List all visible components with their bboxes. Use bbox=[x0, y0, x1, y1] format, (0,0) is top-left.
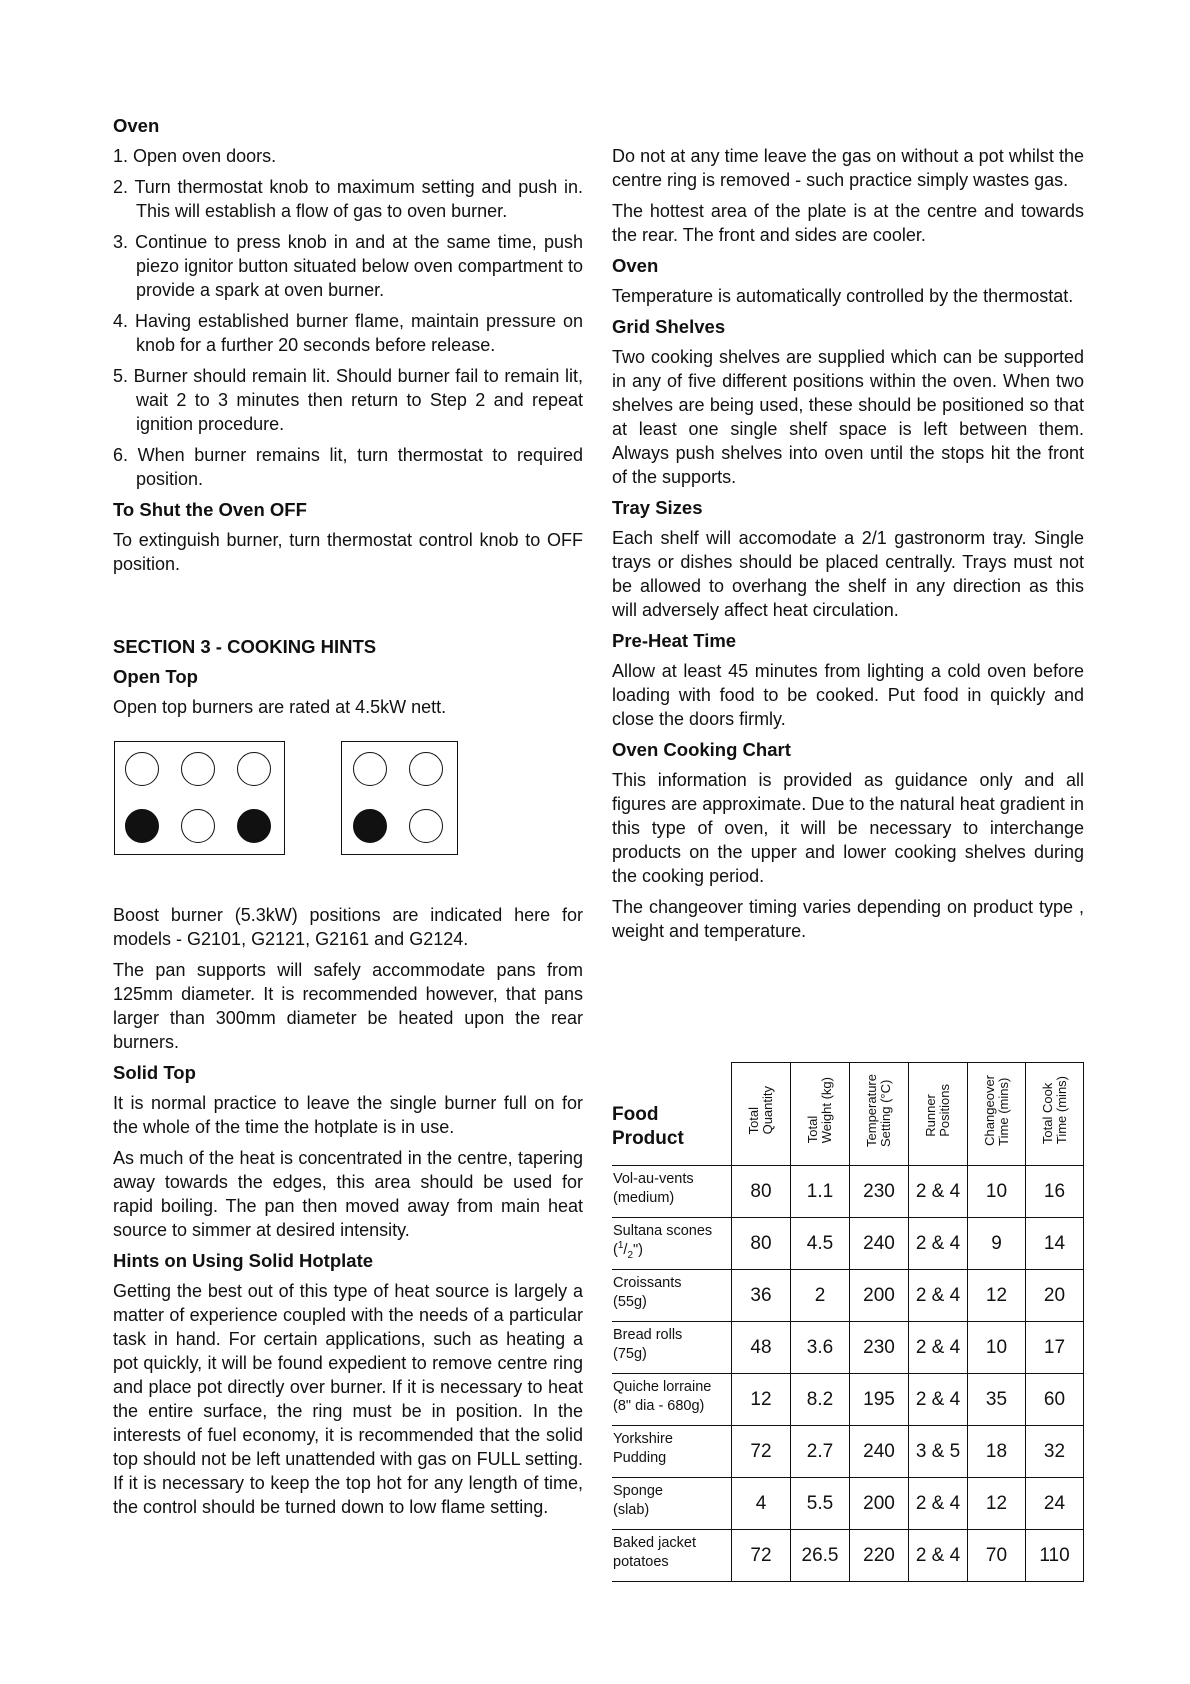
cooking-chart-text-1: This information is provided as guidance only and all figures are approximate. Due to the natural heat gradient in this type of oven, it will be necessary to interchange products on the upper and lower cooking shelves during the cooking period. bbox=[612, 770, 1084, 886]
table-row bbox=[612, 1374, 1084, 1426]
table-cell: 36 bbox=[732, 1270, 791, 1322]
table-cell: 4.5 bbox=[791, 1218, 850, 1270]
table-cell: 10 bbox=[968, 1166, 1026, 1218]
table-cell: 1.1 bbox=[791, 1166, 850, 1218]
table-cell: 2 bbox=[791, 1270, 850, 1322]
tray-sizes-heading: Tray Sizes bbox=[612, 497, 703, 518]
tray-sizes-text: Each shelf will accomodate a 2/1 gastronorm tray. Single trays or dishes should be placed centrally. Trays must not be allowed to overhang the shelf in any direction as this will adversely affect heat circulation. bbox=[612, 528, 1084, 620]
list-item: 5. Burner should remain lit. Should burner fail to remain lit, wait 2 to 3 minutes then return to Step 2 and repeat ignition procedure. bbox=[113, 366, 583, 434]
table-row bbox=[612, 1478, 1084, 1530]
column-header: Total Cook Time (mins) bbox=[1026, 1063, 1084, 1166]
scone-size: $(^1/_2")$ bbox=[613, 1240, 643, 1261]
table-cell: 230 bbox=[850, 1322, 909, 1374]
table-cell: 5.5 bbox=[791, 1478, 850, 1530]
food-product-cell: Yorkshire Pudding bbox=[612, 1426, 732, 1478]
burner-icon bbox=[237, 752, 271, 786]
table-cell: 72 bbox=[732, 1530, 791, 1582]
solid-top-heading: Solid Top bbox=[113, 1062, 196, 1083]
table-row bbox=[612, 1166, 1084, 1218]
boost-burner-icon bbox=[125, 809, 159, 843]
oven-temperature-text: Temperature is automatically controlled by the thermostat. bbox=[612, 286, 1074, 306]
table-cell: 230 bbox=[850, 1166, 909, 1218]
list-item: 4. Having established burner flame, maintain pressure on knob for a further 20 seconds before release. bbox=[113, 311, 583, 355]
oven-heading: Oven bbox=[113, 115, 160, 136]
solid-top-text-2: As much of the heat is concentrated in the centre, tapering away towards the edges, this area should be used for rapid boiling. The pan then moved away from main heat source to simmer at desired intensity. bbox=[113, 1148, 583, 1240]
table-cell: 72 bbox=[732, 1426, 791, 1478]
table-cell: 240 bbox=[850, 1426, 909, 1478]
table-cell: 110 bbox=[1026, 1530, 1084, 1582]
table-cell: 200 bbox=[850, 1478, 909, 1530]
table-cell: 3.6 bbox=[791, 1322, 850, 1374]
table-row bbox=[612, 1322, 1084, 1374]
right-column bbox=[612, 144, 1084, 950]
burner-icon bbox=[125, 752, 159, 786]
table-cell: 12 bbox=[968, 1478, 1026, 1530]
burner-diagram bbox=[113, 741, 583, 879]
boost-burner-text: Boost burner (5.3kW) positions are indicated here for models - G2101, G2121, G2161 and G2124. bbox=[113, 905, 583, 949]
burner-icon bbox=[181, 752, 215, 786]
table-cell: 10 bbox=[968, 1322, 1026, 1374]
table-cell: 60 bbox=[1026, 1374, 1084, 1426]
oven-heading-2: Oven bbox=[612, 255, 659, 276]
pan-support-text: The pan supports will safely accommodate pans from 125mm diameter. It is recommended however, that pans larger than 300mm diameter be heated upon the rear burners. bbox=[113, 960, 583, 1052]
list-item: 3. Continue to press knob in and at the same time, push piezo ignitor button situated below oven compartment to provide a spark at oven burner. bbox=[113, 232, 583, 300]
table-row bbox=[612, 1530, 1084, 1582]
table-cell: 80 bbox=[732, 1218, 791, 1270]
table-cell: 14 bbox=[1026, 1218, 1084, 1270]
solid-top-text-1: It is normal practice to leave the single burner full on for the whole of the time the hotplate is in use. bbox=[113, 1093, 583, 1137]
table-header-row bbox=[612, 1063, 1084, 1166]
preheat-text: Allow at least 45 minutes from lighting a cold oven before loading with food to be cooked. Put food in quickly and close the doors firmly. bbox=[612, 661, 1084, 729]
table-cell: 32 bbox=[1026, 1426, 1084, 1478]
table-row bbox=[612, 1426, 1084, 1478]
table-cell: 26.5 bbox=[791, 1530, 850, 1582]
table-cell: 195 bbox=[850, 1374, 909, 1426]
table-cell: 220 bbox=[850, 1530, 909, 1582]
preheat-heading: Pre-Heat Time bbox=[612, 630, 737, 651]
table-cell: 3 & 5 bbox=[909, 1426, 968, 1478]
table-cell: 48 bbox=[732, 1322, 791, 1374]
shut-oven-text: To extinguish burner, turn thermostat control knob to OFF position. bbox=[113, 530, 583, 574]
oven-steps-list bbox=[113, 144, 583, 491]
burner-icon bbox=[409, 809, 443, 843]
table-cell: 16 bbox=[1026, 1166, 1084, 1218]
table-cell: 2 & 4 bbox=[909, 1270, 968, 1322]
shut-oven-heading: To Shut the Oven OFF bbox=[113, 499, 307, 520]
open-top-text: Open top burners are rated at 4.5kW nett. bbox=[113, 697, 447, 717]
table-cell: 24 bbox=[1026, 1478, 1084, 1530]
table-cell: 2 & 4 bbox=[909, 1478, 968, 1530]
column-header: Total Weight (kg) bbox=[791, 1063, 850, 1166]
table-row bbox=[612, 1270, 1084, 1322]
table-cell: 20 bbox=[1026, 1270, 1084, 1322]
column-header: Changeover Time (mins) bbox=[968, 1063, 1026, 1166]
table-cell: 18 bbox=[968, 1426, 1026, 1478]
column-header: Runner Positions bbox=[909, 1063, 968, 1166]
boost-burner-icon bbox=[353, 809, 387, 843]
burner-icon bbox=[181, 809, 215, 843]
burner-icon bbox=[353, 752, 387, 786]
food-product-cell: Vol-au-vents (medium) bbox=[612, 1166, 732, 1218]
cooking-chart-text-2: The changeover timing varies depending on product type , weight and temperature. bbox=[612, 897, 1084, 941]
list-item: 2. Turn thermostat knob to maximum setting and push in. This will establish a flow of gas to oven burner. bbox=[113, 177, 583, 221]
hints-text: Getting the best out of this type of heat source is largely a matter of experience coupled with the needs of a particular task in hand. For certain applications, such as heating a pot quickly, it will be found expedient to remove centre ring and place pot directly over burner. If it is necessary to heat the entire surface, the ring must be in position. In the interests of fuel economy, it is recommended that the solid top should not be left unattended with gas on FULL setting. If it is necessary to keep the top hot for any length of time, the control should be turned down to low flame setting. bbox=[113, 1281, 583, 1517]
food-product-cell: Bread rolls (75g) bbox=[612, 1322, 732, 1374]
table-cell: 240 bbox=[850, 1218, 909, 1270]
food-product-cell: Quiche lorraine (8" dia - 680g) bbox=[612, 1374, 732, 1426]
table-cell: 2 & 4 bbox=[909, 1374, 968, 1426]
burner-icon bbox=[409, 752, 443, 786]
hints-heading: Hints on Using Solid Hotplate bbox=[113, 1250, 374, 1271]
column-header: Temperature Setting (°C) bbox=[850, 1063, 909, 1166]
table-cell: 2.7 bbox=[791, 1426, 850, 1478]
table-cell: 8.2 bbox=[791, 1374, 850, 1426]
oven-cooking-chart-table bbox=[612, 1062, 1084, 1582]
section-heading: SECTION 3 - COOKING HINTS bbox=[113, 636, 377, 657]
table-cell: 70 bbox=[968, 1530, 1026, 1582]
table-cell: 9 bbox=[968, 1218, 1026, 1270]
table-cell: 80 bbox=[732, 1166, 791, 1218]
table-cell: 2 & 4 bbox=[909, 1530, 968, 1582]
food-product-cell: Croissants (55g) bbox=[612, 1270, 732, 1322]
boost-burner-icon bbox=[237, 809, 271, 843]
open-top-heading: Open Top bbox=[113, 666, 198, 687]
table-cell: 2 & 4 bbox=[909, 1322, 968, 1374]
food-product-cell: Sponge (slab) bbox=[612, 1478, 732, 1530]
table-cell: 17 bbox=[1026, 1322, 1084, 1374]
table-cell: 12 bbox=[732, 1374, 791, 1426]
table-cell: 2 & 4 bbox=[909, 1218, 968, 1270]
table-cell: 2 & 4 bbox=[909, 1166, 968, 1218]
table-cell: 12 bbox=[968, 1270, 1026, 1322]
column-header: Total Quantity bbox=[732, 1063, 791, 1166]
table-cell: 4 bbox=[732, 1478, 791, 1530]
grid-shelves-text: Two cooking shelves are supplied which can be supported in any of five different positions within the oven. When two shelves are being used, these should be positioned so that at least one single shelf space is left between them. Always push shelves into oven until the stops hit the front of the supports. bbox=[612, 347, 1084, 487]
list-item: 6. When burner remains lit, turn thermostat to required position. bbox=[113, 445, 583, 489]
gas-warning-text: Do not at any time leave the gas on without a pot whilst the centre ring is removed - such practice simply wastes gas. bbox=[612, 146, 1084, 190]
food-product-header: Food Product bbox=[612, 1063, 732, 1166]
food-product-cell: Sultana scones $(^1/_2")$ bbox=[612, 1218, 732, 1270]
hottest-area-text: The hottest area of the plate is at the centre and towards the rear. The front and sides are cooler. bbox=[612, 201, 1084, 245]
left-column bbox=[113, 114, 583, 1526]
grid-shelves-heading: Grid Shelves bbox=[612, 316, 726, 337]
cooking-chart-heading: Oven Cooking Chart bbox=[612, 739, 791, 760]
table-cell: 35 bbox=[968, 1374, 1026, 1426]
food-product-cell: Baked jacket potatoes bbox=[612, 1530, 732, 1582]
spacer bbox=[113, 583, 583, 635]
six-burner-layout bbox=[114, 741, 285, 855]
list-item: 1. Open oven doors. bbox=[113, 146, 277, 166]
table-cell: 200 bbox=[850, 1270, 909, 1322]
table-row bbox=[612, 1218, 1084, 1270]
four-burner-layout bbox=[341, 741, 458, 855]
